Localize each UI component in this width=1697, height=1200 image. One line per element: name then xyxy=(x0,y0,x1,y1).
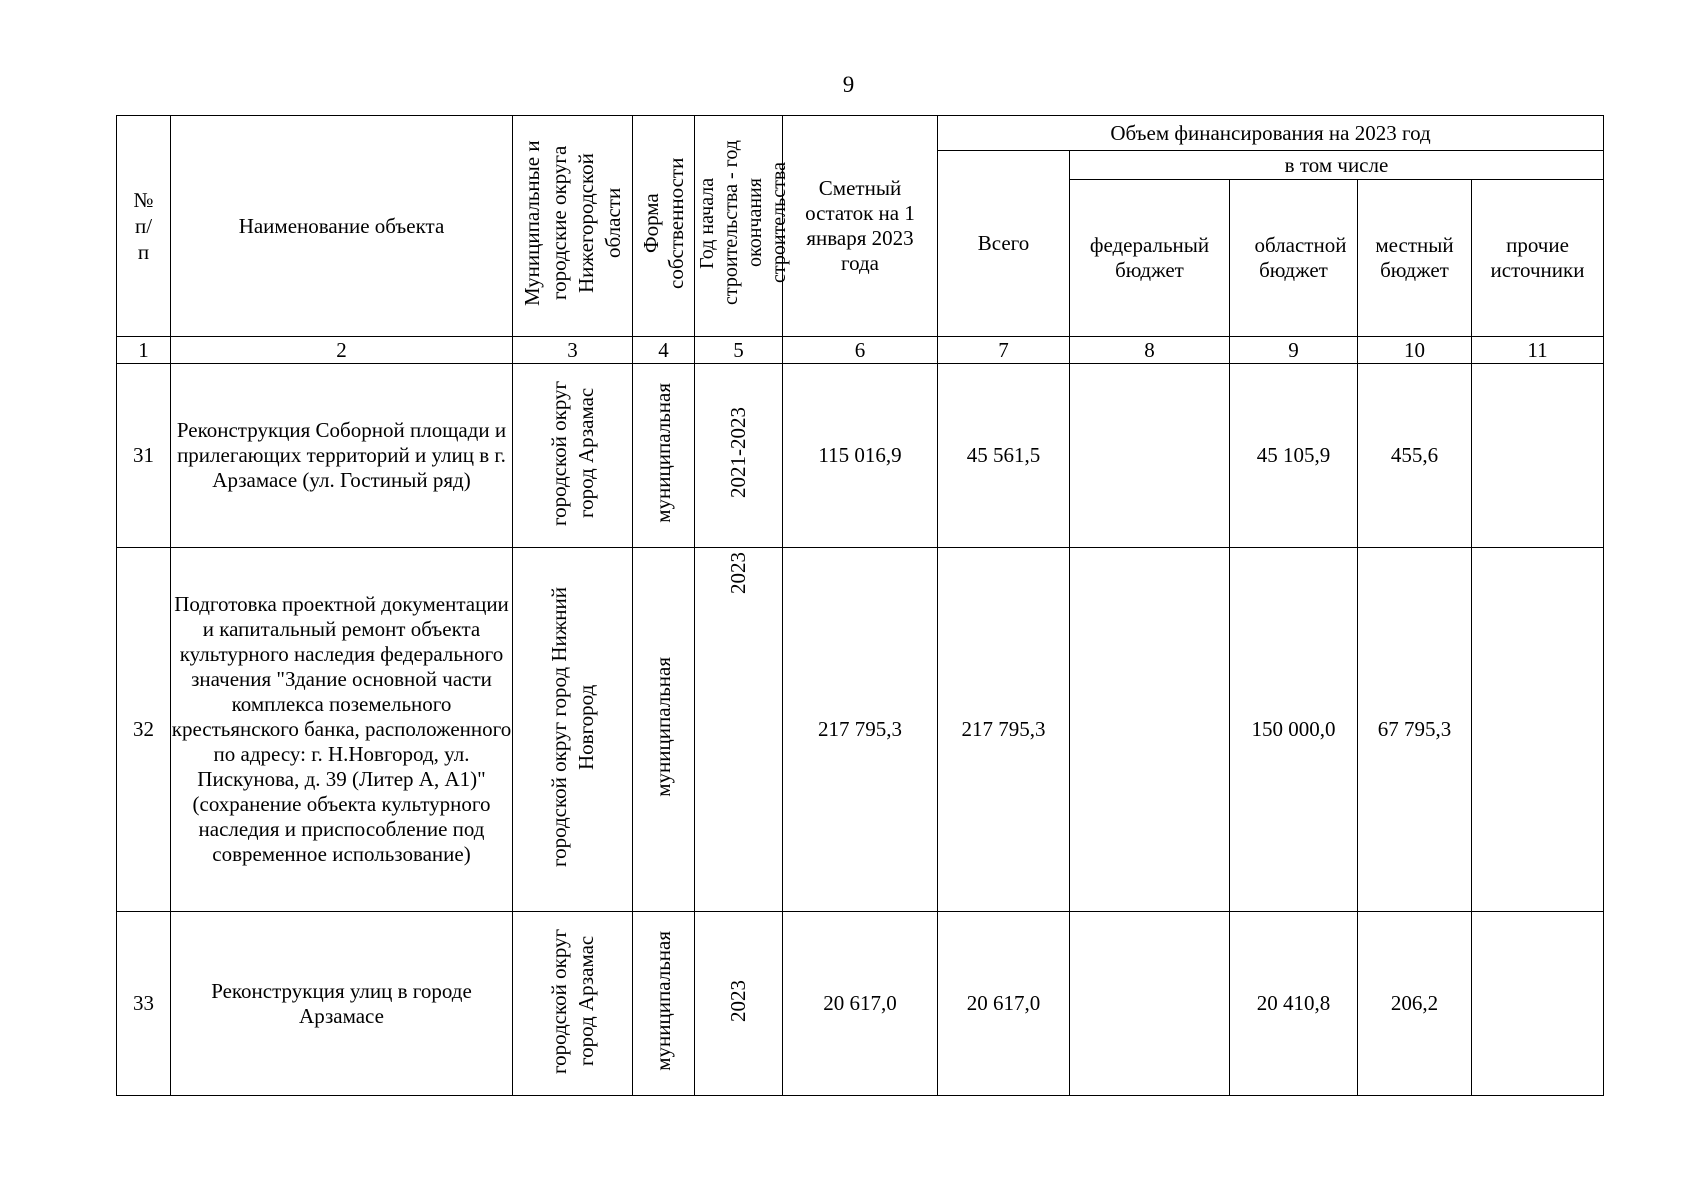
row-ownership-text: муниципальная xyxy=(651,656,675,797)
row-municipal xyxy=(513,548,633,912)
row-name: Реконструкция Соборной площади и прилегающих территорий и улиц в г. Арзамасе (ул. Гостиный ряд) xyxy=(171,364,513,548)
column-number: 6 xyxy=(783,337,938,364)
header-municipal-text: Муниципальные и городские округа Нижегородской области xyxy=(519,140,625,306)
row-other xyxy=(1472,364,1604,548)
row-num: 33 xyxy=(117,912,171,1096)
column-number: 11 xyxy=(1472,337,1604,364)
row-years xyxy=(695,548,783,912)
row-local: 206,2 xyxy=(1358,912,1472,1096)
header-municipal xyxy=(513,116,633,337)
row-estimated: 217 795,3 xyxy=(783,548,938,912)
header-federal xyxy=(1070,180,1230,337)
row-ownership xyxy=(633,364,695,548)
column-number: 2 xyxy=(171,337,513,364)
header-regional-text: областной бюджет xyxy=(1254,233,1347,282)
row-years xyxy=(695,912,783,1096)
header-funding: Объем финансирования на 2023 год xyxy=(938,116,1604,151)
row-local: 455,6 xyxy=(1358,364,1472,548)
header-ownership xyxy=(633,116,695,337)
page-number: 9 xyxy=(842,72,855,97)
row-num: 32 xyxy=(117,548,171,912)
header-other-text: прочие источники xyxy=(1490,233,1585,282)
row-municipal xyxy=(513,912,633,1096)
row-estimated: 20 617,0 xyxy=(783,912,938,1096)
column-number: 7 xyxy=(938,337,1070,364)
row-ownership-text: муниципальная xyxy=(651,382,675,523)
row-estimated: 115 016,9 xyxy=(783,364,938,548)
column-number: 3 xyxy=(513,337,633,364)
financing-table xyxy=(116,115,1604,1096)
column-number: 10 xyxy=(1358,337,1472,364)
row-regional: 20 410,8 xyxy=(1230,912,1358,1096)
row-municipal xyxy=(513,364,633,548)
row-total: 20 617,0 xyxy=(938,912,1070,1096)
row-years-text: 2023 xyxy=(726,552,750,594)
row-ownership-text: муниципальная xyxy=(651,930,675,1071)
header-years-text: Год начала строительства - год окончания строительства xyxy=(696,140,790,306)
header-federal-text: федеральный бюджет xyxy=(1089,233,1210,282)
header-years xyxy=(695,116,790,337)
row-ownership xyxy=(633,912,695,1096)
column-number: 1 xyxy=(117,337,171,364)
header-name: Наименование объекта xyxy=(171,116,513,337)
row-num: 31 xyxy=(117,364,171,548)
row-name: Подготовка проектной документации и капитальный ремонт объекта культурного наследия федерального значения "Здание основной части комплекса поземельного крестьянского банка, расположенного по адресу: г. Н.Новгород, ул. Пискунова, д. 39 (Литер А, А1)" (сохранение объекта культурного наследия и приспособление под современное использование) xyxy=(171,548,513,912)
row-federal xyxy=(1070,364,1230,548)
row-years-text: 2023 xyxy=(726,979,750,1022)
table-row xyxy=(117,364,1604,548)
header-including: в том числе xyxy=(1070,151,1604,180)
column-number: 5 xyxy=(695,337,783,364)
header-regional xyxy=(1230,180,1358,337)
row-regional: 45 105,9 xyxy=(1230,364,1358,548)
row-municipal-text: городской округ город Арзамас xyxy=(546,379,598,526)
column-number: 9 xyxy=(1230,337,1358,364)
header-local-text: местный бюджет xyxy=(1375,233,1454,282)
row-federal xyxy=(1070,912,1230,1096)
row-local: 67 795,3 xyxy=(1358,548,1472,912)
header-ownership-text: Форма собственности xyxy=(638,157,688,289)
header-estimated xyxy=(783,116,938,337)
column-number: 8 xyxy=(1070,337,1230,364)
header-estimated-text: Сметный остаток на 1 января 2023 года xyxy=(805,176,915,275)
table-row xyxy=(117,548,1604,912)
row-regional: 150 000,0 xyxy=(1230,548,1358,912)
row-municipal-text: городской округ город Нижний Новгород xyxy=(546,586,598,867)
row-other xyxy=(1472,912,1604,1096)
row-name: Реконструкция улиц в городе Арзамасе xyxy=(171,912,513,1096)
row-total: 45 561,5 xyxy=(938,364,1070,548)
header-local xyxy=(1358,180,1472,337)
row-municipal-text: городской округ город Арзамас xyxy=(546,927,598,1074)
row-years xyxy=(695,364,783,548)
row-ownership xyxy=(633,548,695,912)
row-federal xyxy=(1070,548,1230,912)
column-numbers-row xyxy=(117,337,1604,364)
row-total: 217 795,3 xyxy=(938,548,1070,912)
table-row xyxy=(117,912,1604,1096)
column-number: 4 xyxy=(633,337,695,364)
header-total: Всего xyxy=(938,151,1070,337)
header-num-text: № п/п xyxy=(133,188,154,264)
row-other xyxy=(1472,548,1604,912)
row-years-text: 2021-2023 xyxy=(726,407,750,498)
header-num xyxy=(117,116,171,337)
header-other xyxy=(1472,180,1604,337)
